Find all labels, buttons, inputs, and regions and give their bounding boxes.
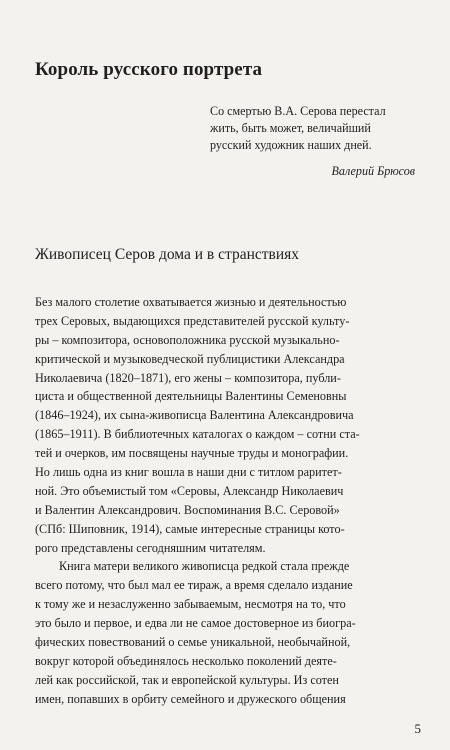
text-line: фических повествований о семье уникальной, необычайной, <box>35 635 351 650</box>
text-line: Без малого столетие охватывается жизнью и деятельностью <box>35 295 347 309</box>
text-line: рого представлены сегодняшним читателям. <box>35 540 266 555</box>
epigraph-line: Со смертью В.А. Серова перестал <box>210 104 386 118</box>
text-line: лей как российской, так и европейской культуры. Из сотен <box>35 672 339 687</box>
text-line: ной. Это объемистый том «Серовы, Александр Николаевич <box>35 483 344 498</box>
text-line: и Валентин Александрович. Воспоминания В.С. Серовой» <box>35 502 340 517</box>
text-line: к тому же и незаслуженно забываемым, несмотря на то, что <box>35 597 346 612</box>
epigraph <box>210 103 415 154</box>
text-line: это было и первое, и едва ли не самое достоверное из биогра- <box>35 616 356 631</box>
text-line: вокруг которой объединялось несколько поколений деяте- <box>35 653 337 668</box>
page-number: 5 <box>414 721 421 736</box>
section-title: Живописец Серов дома и в странствиях <box>35 246 300 263</box>
text-line: тей и очерков, им посвящены научные труды и монографии. <box>35 446 349 461</box>
text-line: (1846–1924), их сына-живописца Валентина Александровича <box>35 408 354 423</box>
epigraph-line: русский художник наших дней. <box>210 138 372 152</box>
text-line: имен, попавших в орбиту семейного и дружеского общения <box>35 691 346 706</box>
body-text <box>35 293 426 709</box>
text-line: (1865–1911). В библиотечных каталогах о каждом – сотни ста- <box>35 427 360 442</box>
text-line: циста и общественной деятельницы Валентины Семеновны <box>35 389 347 404</box>
epigraph-line: жить, быть может, величайший <box>210 121 371 135</box>
text-line: Книга матери великого живописца редкой стала прежде <box>59 559 350 574</box>
text-line: (СПб: Шиповник, 1914), самые интересные страницы кото- <box>35 521 345 536</box>
epigraph-author: Валерий Брюсов <box>331 164 415 178</box>
text-line: критической и музыковедческой публицистики Александра <box>35 351 345 366</box>
text-line: Николаевича (1820–1871), его жены – композитора, публи- <box>35 370 341 385</box>
chapter-title: Король русского портрета <box>35 59 263 80</box>
text-line: всего потому, что был мал ее тираж, а время сделало издание <box>35 578 353 593</box>
text-line: ры – композитора, основоположника русской музыкально- <box>35 332 340 347</box>
text-line: трех Серовых, выдающихся представителей русской культу- <box>35 313 350 328</box>
text-line: Но лишь одна из книг вошла в наши дни с титлом раритет- <box>35 465 342 480</box>
